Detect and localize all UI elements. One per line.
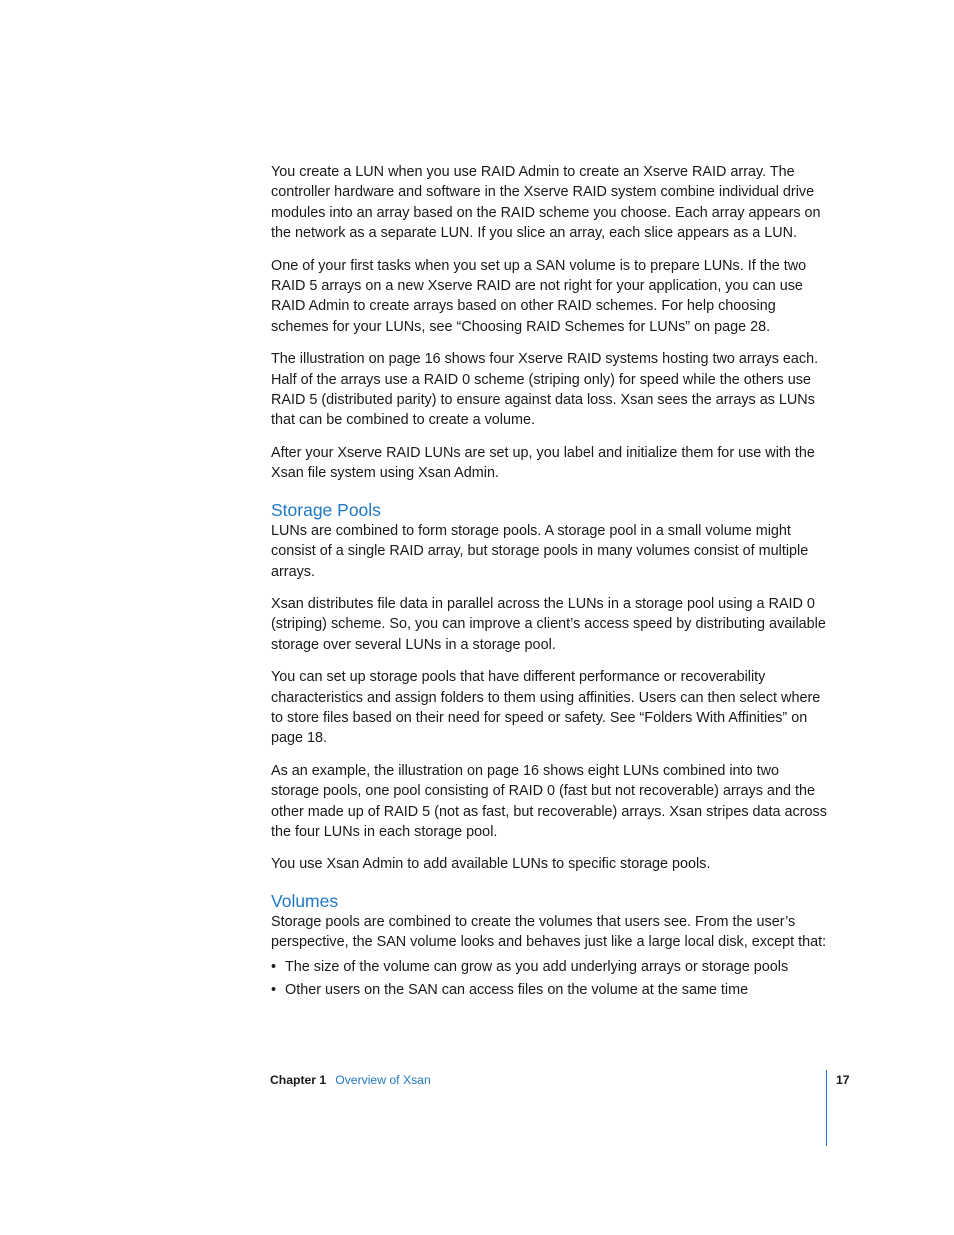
body-paragraph: LUNs are combined to form storage pools. A storage pool in a small volume might consist of a single RAID array, but storage pools in many volumes consist of multiple arrays.	[271, 522, 809, 580]
body-paragraph: One of your first tasks when you set up a SAN volume is to prepare LUNs. If the two RAID 5 arrays on a new Xserve RAID are not right for your application, you can use RAID Admin to create arrays based on other RAID schemes. For help choosing schemes for your LUNs, see “Choosing RAID Schemes for LUNs” on page 28.	[271, 257, 807, 335]
body-paragraph: Xsan distributes file data in parallel across the LUNs in a storage pool using a RAID 0 (striping) scheme. So, you can improve a client’s access speed by distributing available storage over several LUNs in a storage pool.	[271, 595, 826, 653]
body-paragraph: The illustration on page 16 shows four Xserve RAID systems hosting two arrays each. Half of the arrays use a RAID 0 scheme (striping only) for speed while the others use RAID 5 (distributed parity) to ensure against data loss. Xsan sees the arrays as LUNs that can be combined to create a volume.	[271, 351, 819, 429]
page-body	[271, 162, 827, 1003]
body-paragraph: After your Xserve RAID LUNs are set up, you label and initialize them for use with the Xsan file system using Xsan Admin.	[271, 444, 815, 482]
body-paragraph: You use Xsan Admin to add available LUNs to specific storage pools.	[271, 856, 711, 873]
bullet-icon: •	[271, 958, 277, 975]
list-item-text: The size of the volume can grow as you add underlying arrays or storage pools	[285, 958, 789, 975]
section-heading-storage-pools: Storage Pools	[271, 499, 381, 520]
chapter-title-link[interactable]: Overview of Xsan	[335, 1073, 431, 1087]
list-item	[271, 957, 827, 977]
chapter-label: Chapter 1	[270, 1073, 327, 1087]
body-paragraph: You create a LUN when you use RAID Admin to create an Xserve RAID array. The controller hardware and software in the Xserve RAID system combine individual drive modules into an array based on the RAID scheme you choose. Each array appears on the network as a separate LUN. If you slice an array, each slice appears as a LUN.	[271, 164, 821, 242]
page-number: 17	[836, 1073, 850, 1087]
bullet-list	[271, 957, 827, 1000]
section-heading-volumes: Volumes	[271, 890, 339, 911]
page-number-divider	[826, 1070, 827, 1146]
body-paragraph: Storage pools are combined to create the volumes that users see. From the user’s perspective, the SAN volume looks and behaves just like a large local disk, except that:	[271, 913, 827, 951]
list-item	[271, 980, 827, 1000]
bullet-icon: •	[271, 981, 277, 998]
body-paragraph: You can set up storage pools that have different performance or recoverability characteristics and assign folders to them using affinities. Users can then select where to store files based on their need for speed or safety. See “Folders With Affinities” on page 18.	[271, 669, 821, 747]
body-paragraph: As an example, the illustration on page 16 shows eight LUNs combined into two storage pools, one pool consisting of RAID 0 (fast but not recoverable) arrays and the other made up of RAID 5 (not as fast, but recoverable) arrays. Xsan stripes data across the four LUNs in each storage pool.	[271, 762, 827, 840]
list-item-text: Other users on the SAN can access files on the volume at the same time	[285, 981, 749, 998]
page-footer	[270, 1071, 431, 1089]
